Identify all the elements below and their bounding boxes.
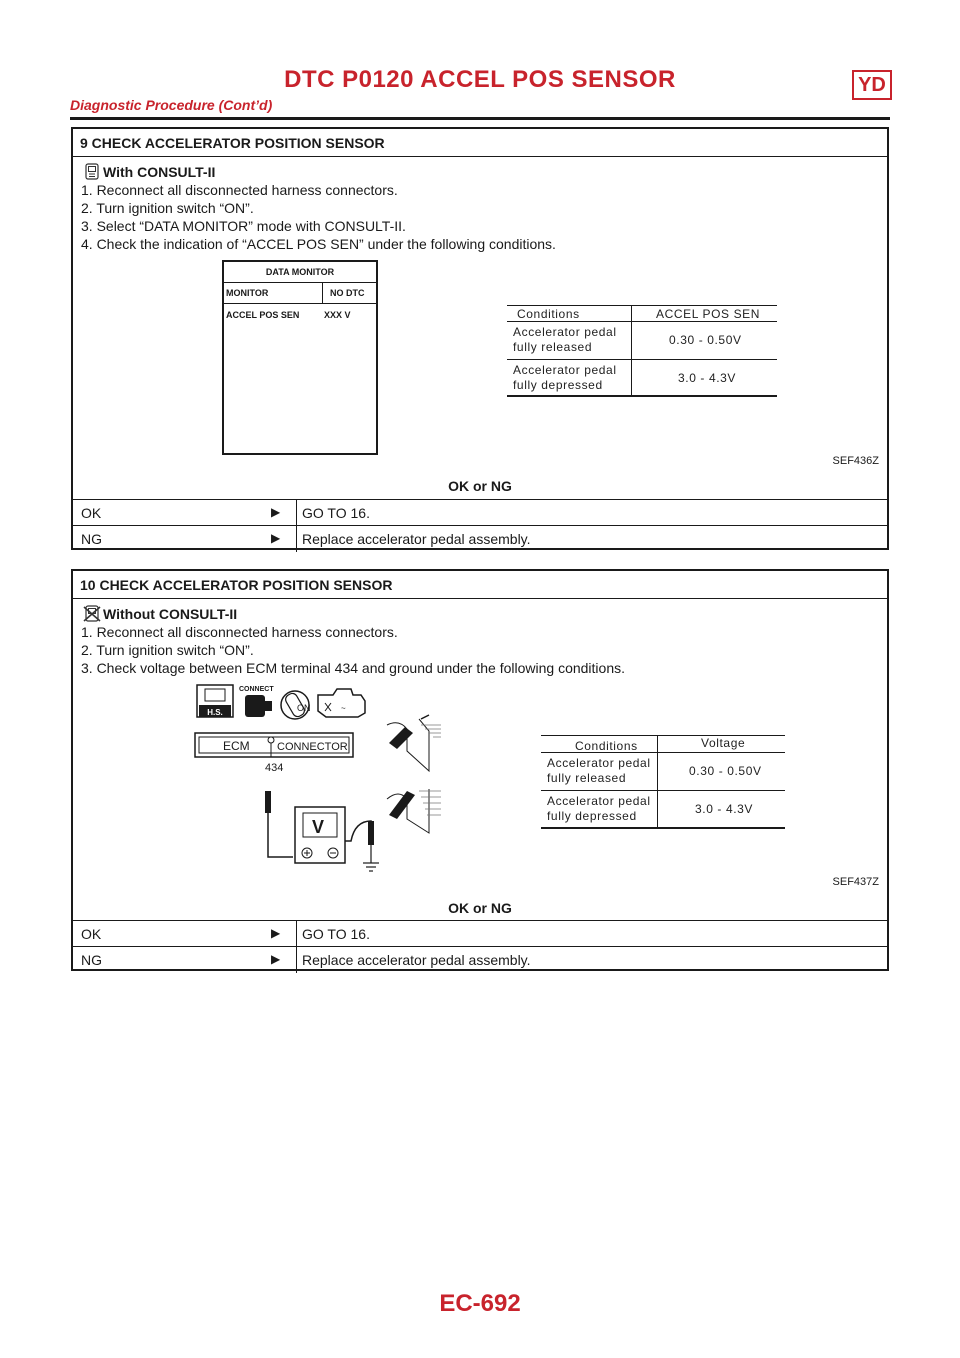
result-value: GO TO 16. (302, 505, 370, 521)
conditions-table-9 (507, 305, 777, 397)
table-10-r2-b: fully depressed (547, 809, 637, 823)
step-9-box (71, 127, 889, 550)
table-10-r2-a: Accelerator pedal (547, 794, 651, 808)
monitor-divider (322, 283, 323, 303)
result-row-ng-9 (73, 525, 887, 552)
svg-text:~: ~ (341, 704, 346, 713)
result-value: Replace accelerator pedal assembly. (302, 531, 531, 547)
result-row-ok-9 (73, 499, 887, 526)
step-10-line-3: 3. Check voltage between ECM terminal 434 and ground under the following conditions. (81, 660, 625, 676)
key-icon (281, 691, 311, 719)
conditions-table-10 (541, 735, 785, 829)
table-9-r2-value: 3.0 - 4.3V (678, 371, 737, 385)
arrow-right-icon: ▶ (271, 505, 281, 519)
arrow-right-icon: ▶ (271, 952, 281, 966)
table-9-r1-value: 0.30 - 0.50V (669, 333, 742, 347)
step-9-line-1: 1. Reconnect all disconnected harness connectors. (81, 182, 398, 198)
arrow-right-icon: ▶ (271, 531, 281, 545)
no-dtc-label: NO DTC (330, 288, 365, 298)
step-10-body (73, 599, 887, 972)
data-monitor-title: DATA MONITOR (224, 262, 376, 283)
result-value: GO TO 16. (302, 926, 370, 942)
monitor-col-label: MONITOR (226, 288, 269, 298)
monitor-item: ACCEL POS SEN (226, 310, 300, 320)
consult-icon (82, 163, 102, 181)
connector-label: CONNECTOR (277, 741, 348, 753)
on-label: ON (297, 703, 311, 713)
table-9-r1-a: Accelerator pedal (513, 325, 617, 339)
table-10-header-conditions: Conditions (575, 739, 638, 753)
ground-icon (363, 845, 379, 871)
table-9-r2-a: Accelerator pedal (513, 363, 617, 377)
data-monitor-screen (222, 260, 378, 455)
step-10-line-1: 1. Reconnect all disconnected harness connectors. (81, 624, 398, 640)
page-subtitle: Diagnostic Procedure (Cont’d) (70, 97, 273, 113)
result-value: Replace accelerator pedal assembly. (302, 952, 531, 968)
pedal-icon (387, 715, 441, 833)
arrow-right-icon: ▶ (271, 926, 281, 940)
step-10-box (71, 569, 889, 971)
table-9-r2-b: fully depressed (513, 378, 603, 392)
monitor-value: XXX V (324, 310, 351, 320)
step-9-heading: 9 CHECK ACCELERATOR POSITION SENSOR (73, 129, 887, 157)
figure-code-10: SEF437Z (832, 876, 879, 888)
model-badge: YD (852, 70, 892, 100)
table-10-r1-value: 0.30 - 0.50V (689, 764, 762, 778)
step-9-line-4: 4. Check the indication of “ACCEL POS SEN” under the following conditions. (81, 236, 556, 252)
terminal-label: 434 (265, 762, 284, 774)
data-monitor-header-row (224, 283, 376, 304)
table-9-header-value: ACCEL POS SEN (656, 307, 761, 321)
step-9-line-3: 3. Select “DATA MONITOR” mode with CONSULT-II. (81, 218, 406, 234)
result-key: OK (81, 505, 102, 521)
result-key: NG (81, 952, 102, 968)
ok-ng-label-9: OK or NG (448, 478, 512, 494)
hs-label: H.S. (207, 708, 223, 717)
table-10-header-value: Voltage (701, 736, 746, 750)
table-9-header-conditions: Conditions (517, 307, 580, 321)
no-consult-icon (82, 605, 102, 623)
step-10-heading: 10 CHECK ACCELERATOR POSITION SENSOR (73, 571, 887, 599)
voltage-check-diagram (193, 681, 443, 881)
result-row-ok-10 (73, 920, 887, 947)
header-rule (70, 117, 890, 120)
page-title: DTC P0120 ACCEL POS SENSOR (284, 66, 676, 93)
step-9-body (73, 157, 887, 551)
meter-label: V (312, 817, 325, 837)
table-9-r1-b: fully released (513, 340, 593, 354)
ecm-label: ECM (223, 739, 250, 753)
result-row-ng-10 (73, 946, 887, 973)
engine-icon (318, 689, 365, 717)
figure-code-9: SEF436Z (832, 455, 879, 467)
step-10-line-2: 2. Turn ignition switch “ON”. (81, 642, 254, 658)
ok-ng-label-10: OK or NG (448, 900, 512, 916)
table-10-r1-b: fully released (547, 771, 627, 785)
result-key: OK (81, 926, 102, 942)
table-10-r2-value: 3.0 - 4.3V (695, 802, 754, 816)
ecm-connector-icon (195, 733, 353, 757)
connect-label: CONNECT (239, 686, 274, 693)
connector-icon (245, 695, 265, 717)
page-number: EC-692 (439, 1290, 521, 1317)
step-9-line-2: 2. Turn ignition switch “ON”. (81, 200, 254, 216)
result-key: NG (81, 531, 102, 547)
table-10-r1-a: Accelerator pedal (547, 756, 651, 770)
with-consult-label: With CONSULT-II (103, 164, 216, 180)
without-consult-label: Without CONSULT-II (103, 606, 238, 622)
